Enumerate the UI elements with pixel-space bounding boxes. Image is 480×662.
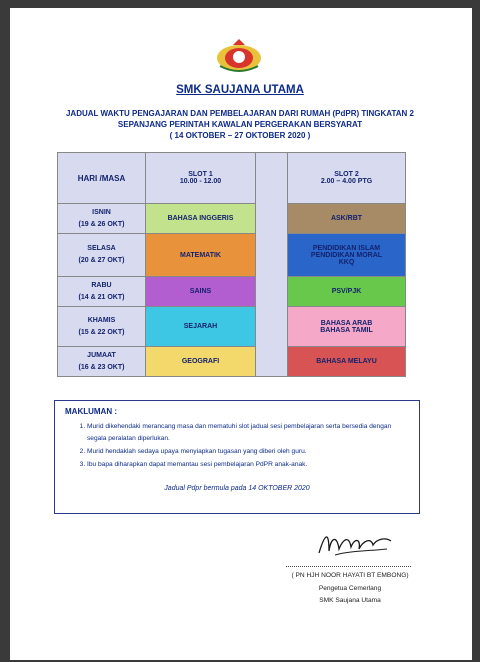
signatory-name: ( PN HJH NOOR HAYATI BT EMBONG) — [291, 572, 409, 579]
notice-footer: Jadual Pdpr bermula pada 14 OKTOBER 2020 — [164, 485, 310, 492]
document-subtitle: SEPANJANG PERINTAH KAWALAN PERGERAKAN BERSYARAT — [117, 120, 363, 129]
subject-line: PENDIDIKAN ISLAM — [312, 244, 381, 252]
slot2-header — [288, 153, 406, 204]
slot2-subject: BAHASA MELAYU — [288, 347, 406, 377]
day-cell — [58, 307, 146, 347]
day-dates: (14 & 21 OKT) — [78, 293, 125, 301]
slot1-subject: BAHASA INGGERIS — [146, 204, 256, 234]
school-crest-logo — [212, 36, 266, 76]
day-time-header: HARI /MASA — [58, 153, 146, 204]
day-dates: (15 & 22 OKT) — [78, 328, 125, 336]
subject-line: BAHASA ARAB — [320, 319, 373, 327]
handwritten-signature — [315, 527, 395, 561]
day-dates: (19 & 26 OKT) — [78, 220, 125, 228]
timetable-header-row — [58, 153, 406, 204]
subject-line: BAHASA TAMIL — [320, 326, 373, 334]
slot1-subject: SAINS — [146, 277, 256, 307]
slot1-subject: GEOGRAFI — [146, 347, 256, 377]
slot2-title: SLOT 2 — [334, 171, 359, 178]
day-cell — [58, 347, 146, 377]
day-dates: (16 & 23 OKT) — [78, 363, 125, 371]
slot2-subject: ASK/RBT — [288, 204, 406, 234]
slot1-subject: MATEMATIK — [146, 234, 256, 277]
signatory-title: Pengetua Cemerlang — [318, 585, 382, 592]
notice-item: 3. Ibu bapa diharapkan dapat memantau sesi pembelajaran PdPR anak-anak. — [87, 459, 409, 471]
document-date-range: ( 14 OKTOBER – 27 OKTOBER 2020 ) — [169, 131, 311, 140]
slot1-header — [146, 153, 256, 204]
school-name: SMK SAUJANA UTAMA — [176, 84, 304, 96]
table-row — [58, 277, 406, 307]
day-name: JUMAAT — [87, 351, 116, 359]
slot2-time: 2.00 – 4.00 PTG — [320, 178, 373, 185]
notice-box — [54, 400, 420, 514]
day-name: SELASA — [87, 245, 116, 252]
timetable — [57, 152, 406, 377]
slot2-subject: PSV/PJK — [288, 277, 406, 307]
day-name: RABU — [91, 281, 112, 289]
notice-item: 1. Murid dikehendaki merancang masa dan mematuhi slot jadual sesi pembelajaran serta bersedia dengan segala peralatan diperlukan. — [87, 421, 409, 445]
slot1-title: SLOT 1 — [188, 171, 213, 178]
break-column — [256, 153, 288, 377]
slot2-subject — [288, 234, 406, 277]
slot2-subject — [288, 307, 406, 347]
subject-line: PENDIDIKAN MORAL — [310, 251, 383, 259]
day-cell — [58, 204, 146, 234]
table-row — [58, 234, 406, 277]
document-subtitle: JADUAL WAKTU PENGAJARAN DAN PEMBELAJARAN DARI RUMAH (PdPR) TINGKATAN 2 — [65, 109, 414, 118]
day-name: KHAMIS — [87, 316, 116, 324]
slot1-subject: SEJARAH — [146, 307, 256, 347]
table-row — [58, 307, 406, 347]
table-row — [58, 347, 406, 377]
signatory-school: SMK Saujana Utama — [319, 597, 381, 604]
notice-list — [61, 421, 409, 472]
table-row — [58, 204, 406, 234]
notice-title: MAKLUMAN : — [65, 407, 117, 416]
day-name: ISNIN — [92, 208, 111, 216]
subject-line: KKQ — [338, 258, 355, 266]
slot1-time: 10.00 - 12.00 — [179, 178, 222, 185]
signature-line — [286, 566, 411, 567]
day-cell — [58, 234, 146, 277]
day-dates: (20 & 27 OKT) — [78, 257, 125, 264]
notice-item: 2. Murid hendaklah sedaya upaya menyiapkan tugasan yang diberi oleh guru. — [87, 446, 409, 458]
day-cell — [58, 277, 146, 307]
